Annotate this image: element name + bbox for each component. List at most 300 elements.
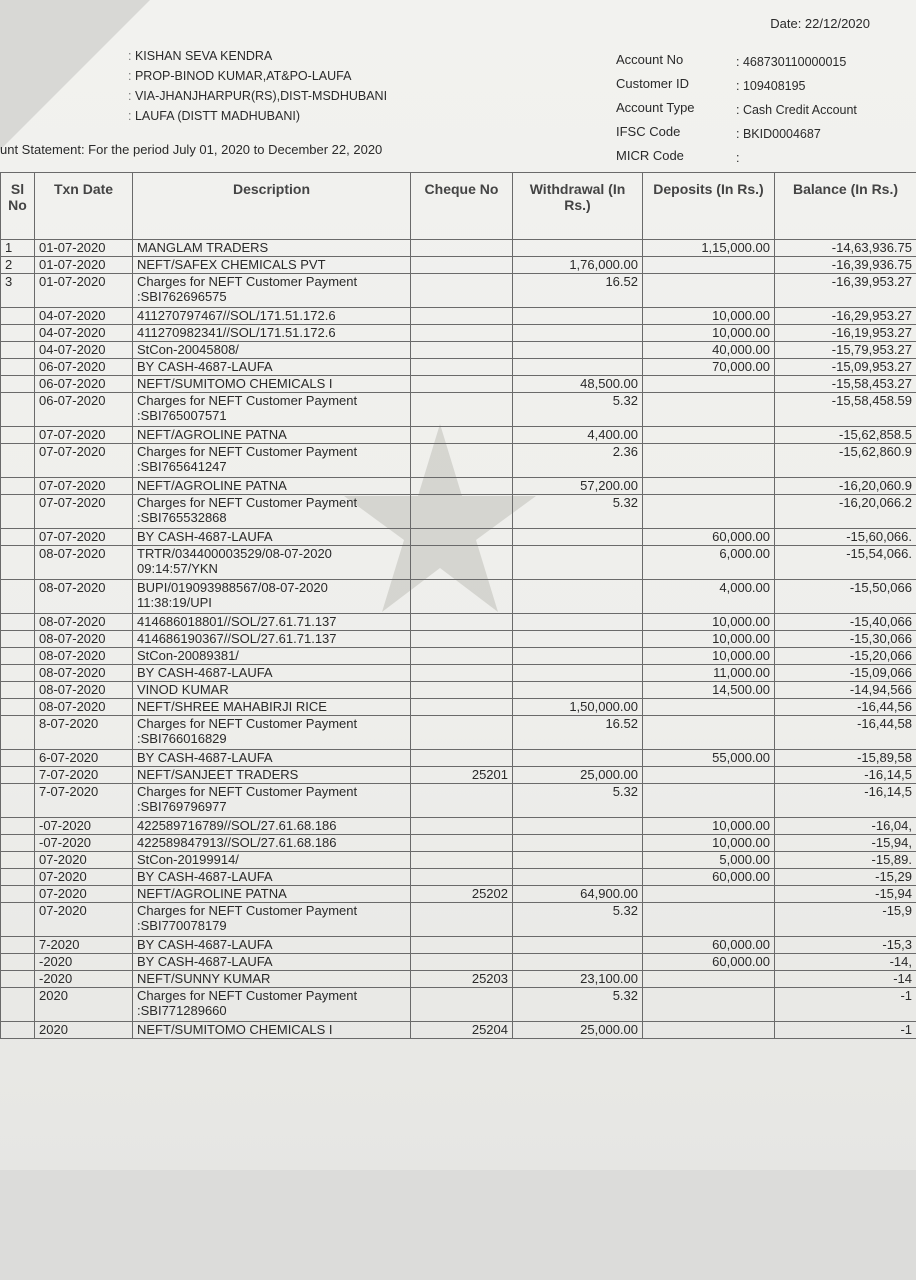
table-cell xyxy=(1,580,35,614)
table-cell xyxy=(643,903,775,937)
table-cell xyxy=(513,682,643,699)
table-cell: 08-07-2020 xyxy=(35,546,133,580)
table-cell: 10,000.00 xyxy=(643,308,775,325)
table-row xyxy=(1,325,916,342)
account-labels xyxy=(616,48,695,168)
table-cell: -14,63,936.75 xyxy=(775,240,916,257)
table-row xyxy=(1,444,916,478)
table-cell xyxy=(1,359,35,376)
table-cell: 25201 xyxy=(411,767,513,784)
table-cell: 25,000.00 xyxy=(513,1022,643,1039)
table-cell: NEFT/SUMITOMO CHEMICALS I xyxy=(133,376,411,393)
address-line: : VIA-JHANJHARPUR(RS),DIST-MSDHUBANI xyxy=(128,86,387,106)
table-row xyxy=(1,988,916,1022)
table-cell: -15,79,953.27 xyxy=(775,342,916,359)
table-row xyxy=(1,427,916,444)
table-cell xyxy=(1,699,35,716)
table-cell: 5.32 xyxy=(513,495,643,529)
table-cell: NEFT/AGROLINE PATNA xyxy=(133,478,411,495)
table-cell: 411270982341//SOL/171.51.172.6 xyxy=(133,325,411,342)
table-cell: 07-2020 xyxy=(35,903,133,937)
table-cell xyxy=(1,716,35,750)
col-header: Sl No xyxy=(1,173,35,240)
table-cell: 55,000.00 xyxy=(643,750,775,767)
table-cell: 08-07-2020 xyxy=(35,682,133,699)
table-cell xyxy=(411,852,513,869)
table-cell: BY CASH-4687-LAUFA xyxy=(133,869,411,886)
table-cell: -14, xyxy=(775,954,916,971)
table-cell: -15,20,066 xyxy=(775,648,916,665)
table-row xyxy=(1,546,916,580)
table-row xyxy=(1,954,916,971)
table-cell: -15,62,860.9 xyxy=(775,444,916,478)
table-cell: -15,50,066 xyxy=(775,580,916,614)
table-cell: -1 xyxy=(775,1022,916,1039)
table-cell: Charges for NEFT Customer Payment :SBI766016829 xyxy=(133,716,411,750)
col-header: Withdrawal (In Rs.) xyxy=(513,173,643,240)
table-cell: 40,000.00 xyxy=(643,342,775,359)
table-cell: NEFT/AGROLINE PATNA xyxy=(133,886,411,903)
table-row xyxy=(1,631,916,648)
table-row xyxy=(1,478,916,495)
table-cell: -15,60,066. xyxy=(775,529,916,546)
table-cell xyxy=(411,359,513,376)
table-cell: 1,50,000.00 xyxy=(513,699,643,716)
table-cell xyxy=(411,240,513,257)
table-cell xyxy=(411,376,513,393)
table-cell: 60,000.00 xyxy=(643,954,775,971)
table-cell: MANGLAM TRADERS xyxy=(133,240,411,257)
table-cell xyxy=(1,546,35,580)
table-cell xyxy=(411,614,513,631)
table-cell: 11,000.00 xyxy=(643,665,775,682)
table-cell: Charges for NEFT Customer Payment :SBI765532868 xyxy=(133,495,411,529)
table-cell: 5,000.00 xyxy=(643,852,775,869)
table-cell xyxy=(411,903,513,937)
account-value: : 109408195 xyxy=(736,79,806,93)
table-cell: 04-07-2020 xyxy=(35,325,133,342)
table-cell: 60,000.00 xyxy=(643,529,775,546)
table-row xyxy=(1,529,916,546)
address-line: : PROP-BINOD KUMAR,AT&PO-LAUFA xyxy=(128,66,387,86)
table-cell xyxy=(513,614,643,631)
table-row xyxy=(1,784,916,818)
table-cell xyxy=(513,750,643,767)
table-cell: -07-2020 xyxy=(35,835,133,852)
table-cell: -2020 xyxy=(35,971,133,988)
table-cell: 08-07-2020 xyxy=(35,631,133,648)
table-cell xyxy=(643,971,775,988)
table-cell: 422589716789//SOL/27.61.68.186 xyxy=(133,818,411,835)
table-cell xyxy=(643,427,775,444)
table-cell: 2.36 xyxy=(513,444,643,478)
table-cell: 57,200.00 xyxy=(513,478,643,495)
table-row xyxy=(1,274,916,308)
table-cell: -16,14,5 xyxy=(775,784,916,818)
table-cell xyxy=(411,529,513,546)
table-cell xyxy=(411,495,513,529)
address-line: : LAUFA (DISTT MADHUBANI) xyxy=(128,106,387,126)
table-cell: -15,58,458.59 xyxy=(775,393,916,427)
table-cell xyxy=(1,393,35,427)
table-row xyxy=(1,359,916,376)
table-cell: 14,500.00 xyxy=(643,682,775,699)
table-cell: 07-2020 xyxy=(35,869,133,886)
table-cell xyxy=(1,342,35,359)
table-cell xyxy=(513,308,643,325)
table-cell xyxy=(411,665,513,682)
table-row xyxy=(1,716,916,750)
table-cell: 25,000.00 xyxy=(513,767,643,784)
table-cell xyxy=(643,767,775,784)
table-cell xyxy=(411,954,513,971)
table-cell xyxy=(513,580,643,614)
table-cell xyxy=(513,325,643,342)
table-cell: 70,000.00 xyxy=(643,359,775,376)
table-row xyxy=(1,1022,916,1039)
table-row xyxy=(1,767,916,784)
table-cell xyxy=(1,971,35,988)
table-cell xyxy=(1,376,35,393)
table-cell: -16,20,060.9 xyxy=(775,478,916,495)
table-cell xyxy=(1,614,35,631)
table-cell: -16,19,953.27 xyxy=(775,325,916,342)
table-cell: NEFT/AGROLINE PATNA xyxy=(133,427,411,444)
col-header: Txn Date xyxy=(35,173,133,240)
col-header: Cheque No xyxy=(411,173,513,240)
table-cell: -16,39,936.75 xyxy=(775,257,916,274)
table-cell: 08-07-2020 xyxy=(35,648,133,665)
table-cell: -15,9 xyxy=(775,903,916,937)
table-cell: BY CASH-4687-LAUFA xyxy=(133,750,411,767)
table-cell xyxy=(411,342,513,359)
table-cell: 23,100.00 xyxy=(513,971,643,988)
table-cell: 414686190367//SOL/27.61.71.137 xyxy=(133,631,411,648)
table-cell: 6,000.00 xyxy=(643,546,775,580)
table-cell xyxy=(643,699,775,716)
table-cell xyxy=(411,427,513,444)
table-cell xyxy=(411,580,513,614)
table-cell: 48,500.00 xyxy=(513,376,643,393)
table-cell: 07-2020 xyxy=(35,886,133,903)
table-cell xyxy=(643,988,775,1022)
table-cell xyxy=(1,988,35,1022)
table-cell xyxy=(513,852,643,869)
table-cell: -15,40,066 xyxy=(775,614,916,631)
table-cell xyxy=(1,835,35,852)
table-cell: -15,54,066. xyxy=(775,546,916,580)
col-header: Balance (In Rs.) xyxy=(775,173,916,240)
table-row xyxy=(1,308,916,325)
table-cell: Charges for NEFT Customer Payment :SBI765007571 xyxy=(133,393,411,427)
table-cell: -16,44,56 xyxy=(775,699,916,716)
account-label: Customer ID xyxy=(616,76,689,91)
table-row xyxy=(1,937,916,954)
table-cell xyxy=(513,835,643,852)
table-cell xyxy=(643,716,775,750)
table-cell: -16,29,953.27 xyxy=(775,308,916,325)
table-cell: 7-07-2020 xyxy=(35,784,133,818)
table-cell: -15,89,58 xyxy=(775,750,916,767)
table-cell: 10,000.00 xyxy=(643,835,775,852)
table-cell xyxy=(411,648,513,665)
table-cell: 60,000.00 xyxy=(643,937,775,954)
table-cell: TRTR/034400003529/08-07-2020 09:14:57/YKN xyxy=(133,546,411,580)
table-cell: 7-2020 xyxy=(35,937,133,954)
table-cell xyxy=(643,478,775,495)
table-row xyxy=(1,835,916,852)
account-value: : xyxy=(736,151,740,165)
table-cell: Charges for NEFT Customer Payment :SBI765641247 xyxy=(133,444,411,478)
table-cell: 4,000.00 xyxy=(643,580,775,614)
table-row xyxy=(1,750,916,767)
table-cell: 25204 xyxy=(411,1022,513,1039)
table-cell xyxy=(411,869,513,886)
statement-date: Date: 22/12/2020 xyxy=(770,16,870,31)
background-area xyxy=(0,1170,916,1280)
table-cell: -15,94, xyxy=(775,835,916,852)
table-cell xyxy=(513,818,643,835)
table-cell: -16,04, xyxy=(775,818,916,835)
table-cell: BY CASH-4687-LAUFA xyxy=(133,529,411,546)
table-cell: 1 xyxy=(1,240,35,257)
table-cell: NEFT/SAFEX CHEMICALS PVT xyxy=(133,257,411,274)
table-cell: NEFT/SUMITOMO CHEMICALS I xyxy=(133,1022,411,1039)
table-cell xyxy=(1,665,35,682)
col-header: Description xyxy=(133,173,411,240)
table-cell: 6-07-2020 xyxy=(35,750,133,767)
table-cell xyxy=(643,444,775,478)
table-row xyxy=(1,376,916,393)
table-cell: -15,3 xyxy=(775,937,916,954)
table-cell: 5.32 xyxy=(513,393,643,427)
table-cell: 25203 xyxy=(411,971,513,988)
table-cell xyxy=(411,444,513,478)
table-cell xyxy=(411,784,513,818)
table-cell: Charges for NEFT Customer Payment :SBI769796977 xyxy=(133,784,411,818)
table-row xyxy=(1,240,916,257)
col-header: Deposits (In Rs.) xyxy=(643,173,775,240)
table-cell xyxy=(643,257,775,274)
table-cell: 01-07-2020 xyxy=(35,240,133,257)
table-cell xyxy=(643,1022,775,1039)
table-cell: 07-07-2020 xyxy=(35,444,133,478)
table-row xyxy=(1,648,916,665)
table-cell xyxy=(411,478,513,495)
table-cell: 07-07-2020 xyxy=(35,427,133,444)
table-cell xyxy=(1,852,35,869)
table-cell: 06-07-2020 xyxy=(35,393,133,427)
table-cell: -16,20,066.2 xyxy=(775,495,916,529)
table-row xyxy=(1,869,916,886)
table-cell xyxy=(643,886,775,903)
account-value: : BKID0004687 xyxy=(736,127,821,141)
table-cell: 01-07-2020 xyxy=(35,257,133,274)
table-cell xyxy=(1,784,35,818)
table-cell xyxy=(411,631,513,648)
table-cell xyxy=(1,750,35,767)
table-cell xyxy=(643,393,775,427)
table-cell xyxy=(513,546,643,580)
table-cell xyxy=(513,665,643,682)
table-cell: VINOD KUMAR xyxy=(133,682,411,699)
table-cell xyxy=(1,682,35,699)
table-row xyxy=(1,818,916,835)
table-cell xyxy=(411,988,513,1022)
table-cell: -15,62,858.5 xyxy=(775,427,916,444)
table-cell: -2020 xyxy=(35,954,133,971)
table-cell xyxy=(411,750,513,767)
table-cell xyxy=(411,682,513,699)
table-cell: -16,44,58 xyxy=(775,716,916,750)
table-cell: 08-07-2020 xyxy=(35,580,133,614)
table-cell: 01-07-2020 xyxy=(35,274,133,308)
table-cell: 07-07-2020 xyxy=(35,495,133,529)
table-cell: 07-07-2020 xyxy=(35,478,133,495)
table-cell: 25202 xyxy=(411,886,513,903)
table-cell xyxy=(513,869,643,886)
table-cell: -15,09,953.27 xyxy=(775,359,916,376)
table-cell: -15,58,453.27 xyxy=(775,376,916,393)
table-cell xyxy=(1,1022,35,1039)
table-cell: 2 xyxy=(1,257,35,274)
table-cell: -15,09,066 xyxy=(775,665,916,682)
table-row xyxy=(1,665,916,682)
table-cell: -16,14,5 xyxy=(775,767,916,784)
table-cell xyxy=(411,835,513,852)
address-line: : KISHAN SEVA KENDRA xyxy=(128,46,387,66)
table-cell: 60,000.00 xyxy=(643,869,775,886)
table-cell: 08-07-2020 xyxy=(35,665,133,682)
table-cell xyxy=(411,308,513,325)
table-cell: 07-07-2020 xyxy=(35,529,133,546)
table-cell: BY CASH-4687-LAUFA xyxy=(133,665,411,682)
table-cell: Charges for NEFT Customer Payment :SBI762696575 xyxy=(133,274,411,308)
table-cell: -15,94 xyxy=(775,886,916,903)
table-cell xyxy=(1,478,35,495)
table-cell: BY CASH-4687-LAUFA xyxy=(133,937,411,954)
table-row xyxy=(1,393,916,427)
table-cell xyxy=(1,869,35,886)
table-cell: -14 xyxy=(775,971,916,988)
table-cell xyxy=(513,529,643,546)
table-row xyxy=(1,886,916,903)
table-cell xyxy=(513,631,643,648)
table-cell: 06-07-2020 xyxy=(35,376,133,393)
table-cell xyxy=(1,903,35,937)
table-cell: 422589847913//SOL/27.61.68.186 xyxy=(133,835,411,852)
table-cell xyxy=(1,444,35,478)
table-cell: 10,000.00 xyxy=(643,325,775,342)
table-cell xyxy=(643,376,775,393)
account-value: : Cash Credit Account xyxy=(736,103,857,117)
table-cell: BUPI/019093988567/08-07-2020 11:38:19/UPI xyxy=(133,580,411,614)
table-cell: BY CASH-4687-LAUFA xyxy=(133,954,411,971)
table-row xyxy=(1,580,916,614)
table-cell xyxy=(1,529,35,546)
table-body xyxy=(1,240,916,1039)
table-cell: 1,76,000.00 xyxy=(513,257,643,274)
table-cell xyxy=(1,308,35,325)
table-cell: 1,15,000.00 xyxy=(643,240,775,257)
table-cell xyxy=(411,274,513,308)
table-cell: 04-07-2020 xyxy=(35,308,133,325)
transactions-table xyxy=(0,172,916,1039)
table-cell: 411270797467//SOL/171.51.172.6 xyxy=(133,308,411,325)
table-cell: Charges for NEFT Customer Payment :SBI771289660 xyxy=(133,988,411,1022)
table-row xyxy=(1,903,916,937)
account-label: Account Type xyxy=(616,100,695,115)
table-header-row xyxy=(1,173,916,240)
table-cell xyxy=(1,886,35,903)
account-values xyxy=(736,50,857,170)
table-cell xyxy=(513,648,643,665)
account-label: Account No xyxy=(616,52,684,67)
account-label: MICR Code xyxy=(616,148,684,163)
table-cell: 16.52 xyxy=(513,274,643,308)
table-row xyxy=(1,614,916,631)
table-cell xyxy=(1,818,35,835)
table-cell xyxy=(1,954,35,971)
customer-address xyxy=(128,46,387,126)
table-cell xyxy=(643,274,775,308)
table-cell: 5.32 xyxy=(513,784,643,818)
table-cell xyxy=(411,257,513,274)
table-cell: 08-07-2020 xyxy=(35,699,133,716)
table-cell: 64,900.00 xyxy=(513,886,643,903)
table-cell: 16.52 xyxy=(513,716,643,750)
table-cell: 10,000.00 xyxy=(643,818,775,835)
table-cell: StCon-20089381/ xyxy=(133,648,411,665)
table-row xyxy=(1,971,916,988)
table-cell xyxy=(411,699,513,716)
table-cell: 7-07-2020 xyxy=(35,767,133,784)
table-row xyxy=(1,342,916,359)
table-cell: 2020 xyxy=(35,1022,133,1039)
table-cell: NEFT/SHREE MAHABIRJI RICE xyxy=(133,699,411,716)
table-cell: -07-2020 xyxy=(35,818,133,835)
table-cell: StCon-20199914/ xyxy=(133,852,411,869)
table-cell xyxy=(1,937,35,954)
table-cell xyxy=(411,325,513,342)
table-cell: -16,39,953.27 xyxy=(775,274,916,308)
table-cell xyxy=(1,495,35,529)
table-cell: StCon-20045808/ xyxy=(133,342,411,359)
table-cell xyxy=(513,359,643,376)
table-cell xyxy=(1,631,35,648)
table-row xyxy=(1,495,916,529)
table-cell xyxy=(411,546,513,580)
table-cell xyxy=(411,937,513,954)
table-cell: NEFT/SUNNY KUMAR xyxy=(133,971,411,988)
table-cell: 07-2020 xyxy=(35,852,133,869)
statement-period: unt Statement: For the period July 01, 2020 to December 22, 2020 xyxy=(0,142,383,157)
table-cell xyxy=(1,427,35,444)
account-label: IFSC Code xyxy=(616,124,681,139)
table-cell xyxy=(1,767,35,784)
table-cell: 414686018801//SOL/27.61.71.137 xyxy=(133,614,411,631)
table-cell xyxy=(1,325,35,342)
table-cell xyxy=(1,648,35,665)
table-cell: NEFT/SANJEET TRADERS xyxy=(133,767,411,784)
table-cell: 3 xyxy=(1,274,35,308)
table-cell: 08-07-2020 xyxy=(35,614,133,631)
transactions-table-wrap xyxy=(0,172,916,1039)
table-row xyxy=(1,682,916,699)
table-cell: 5.32 xyxy=(513,988,643,1022)
table-cell: 06-07-2020 xyxy=(35,359,133,376)
table-cell: 5.32 xyxy=(513,903,643,937)
